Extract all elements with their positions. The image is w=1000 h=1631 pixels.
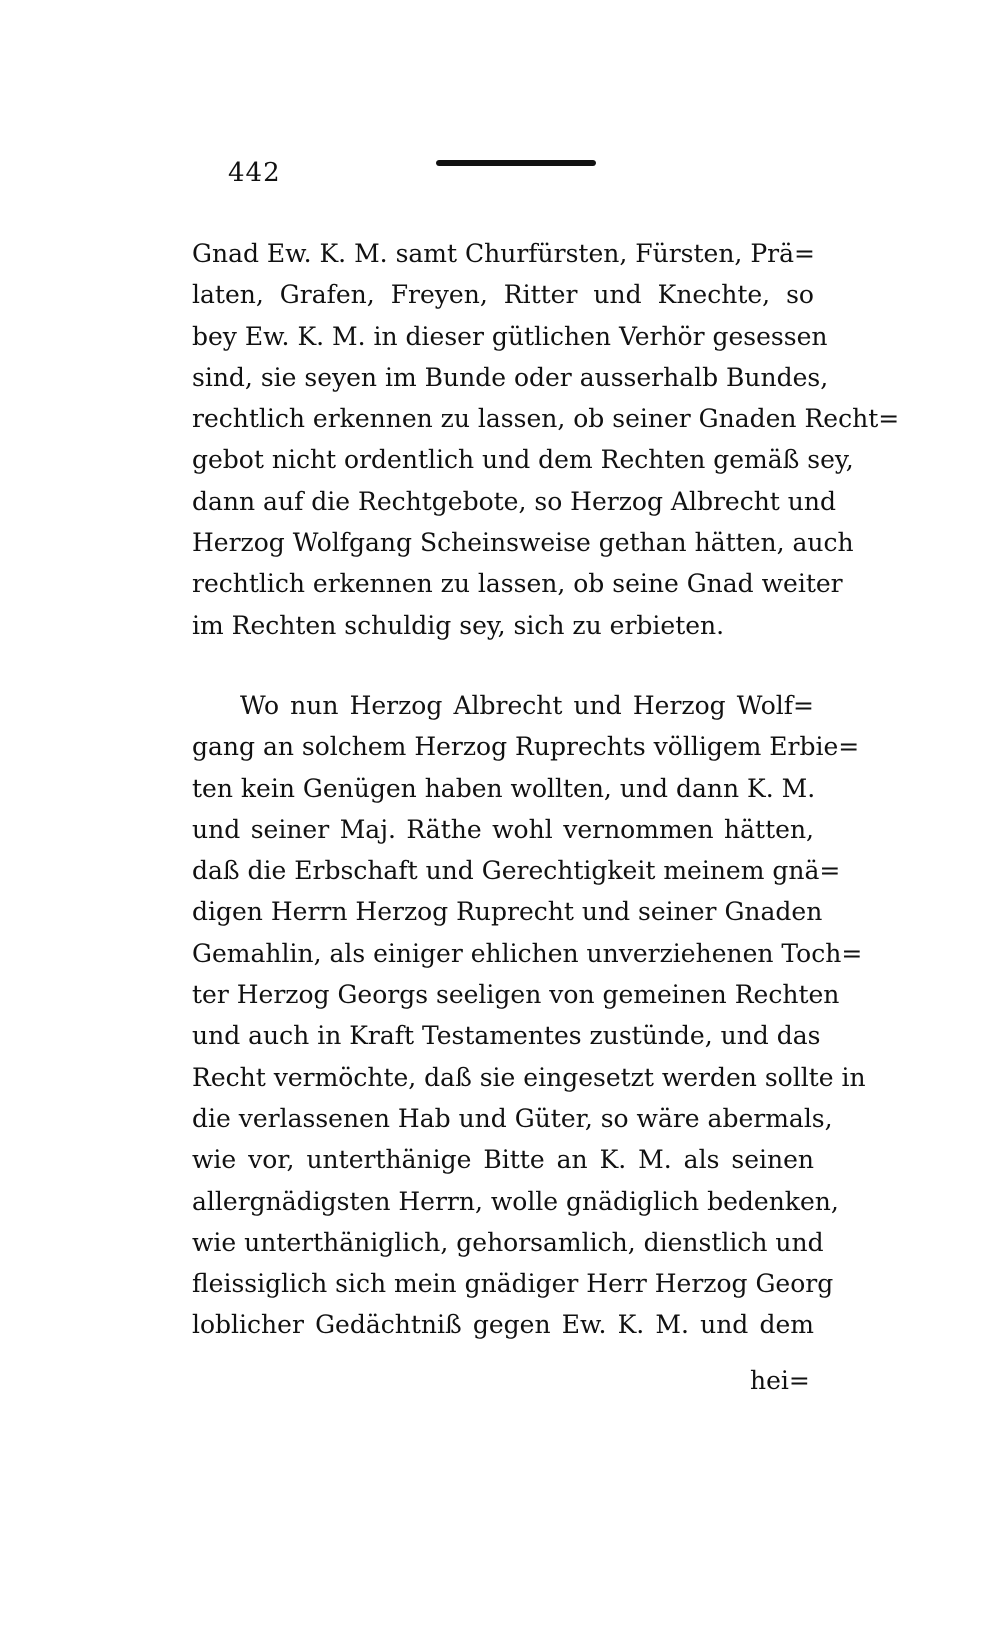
text-line: Recht vermöchte, daß sie eingesetzt werden sollte in: [192, 1062, 866, 1092]
paragraph-2: [192, 685, 866, 1346]
text-line: wie unterthäniglich, gehorsamlich, dienstlich und: [192, 1227, 824, 1257]
text-line: sind, sie seyen im Bunde oder ausserhalb Bundes,: [192, 362, 829, 392]
text-line: ten kein Genügen haben wollten, und dann K. M.: [192, 773, 816, 803]
text-line: bey Ew. K. M. in dieser gütlichen Verhör gesessen: [192, 321, 828, 351]
text-line: allergnädigsten Herrn, wolle gnädiglich bedenken,: [192, 1186, 839, 1216]
text-line: rechtlich erkennen zu lassen, ob seiner Gnaden Recht=: [192, 404, 900, 434]
text-line: dann auf die Rechtgebote, so Herzog Albrecht und: [192, 486, 837, 516]
text-line: wie vor, unterthänige Bitte an K. M. als seinen: [192, 1145, 814, 1175]
catchword: hei=: [750, 1366, 810, 1395]
paragraph-1: [192, 233, 900, 646]
text-line: digen Herrn Herzog Ruprecht und seiner Gnaden: [192, 897, 823, 927]
text-line: gebot nicht ordentlich und dem Rechten gemäß sey,: [192, 445, 854, 475]
text-line: die verlassenen Hab und Güter, so wäre abermals,: [192, 1103, 833, 1133]
text-line: Herzog Wolfgang Scheinsweise gethan hätten, auch: [192, 528, 854, 558]
text-line: laten, Grafen, Freyen, Ritter und Knechte, so: [192, 280, 814, 310]
page-number: 442: [228, 158, 281, 188]
text-line: Gnad Ew. K. M. samt Churfürsten, Fürsten, Prä=: [192, 239, 815, 268]
header-rule: [436, 160, 596, 166]
text-line: fleissiglich sich mein gnädiger Herr Herzog Georg: [192, 1269, 834, 1299]
text-line: daß die Erbschaft und Gerechtigkeit meinem gnä=: [192, 856, 841, 886]
text-line: und seiner Maj. Räthe wohl vernommen hätten,: [192, 814, 814, 844]
text-line: rechtlich erkennen zu lassen, ob seine Gnad weiter: [192, 569, 843, 599]
text-line: Wo nun Herzog Albrecht und Herzog Wolf=: [240, 691, 814, 720]
text-line: loblicher Gedächtniß gegen Ew. K. M. und dem: [192, 1310, 814, 1340]
text-line: und auch in Kraft Testamentes zustünde, und das: [192, 1021, 821, 1051]
text-line: Gemahlin, als einiger ehlichen unverziehenen Toch=: [192, 938, 863, 968]
text-line: im Rechten schuldig sey, sich zu erbieten.: [192, 610, 725, 640]
text-line: ter Herzog Georgs seeligen von gemeinen Rechten: [192, 980, 840, 1010]
text-line: gang an solchem Herzog Ruprechts völligem Erbie=: [192, 732, 860, 762]
